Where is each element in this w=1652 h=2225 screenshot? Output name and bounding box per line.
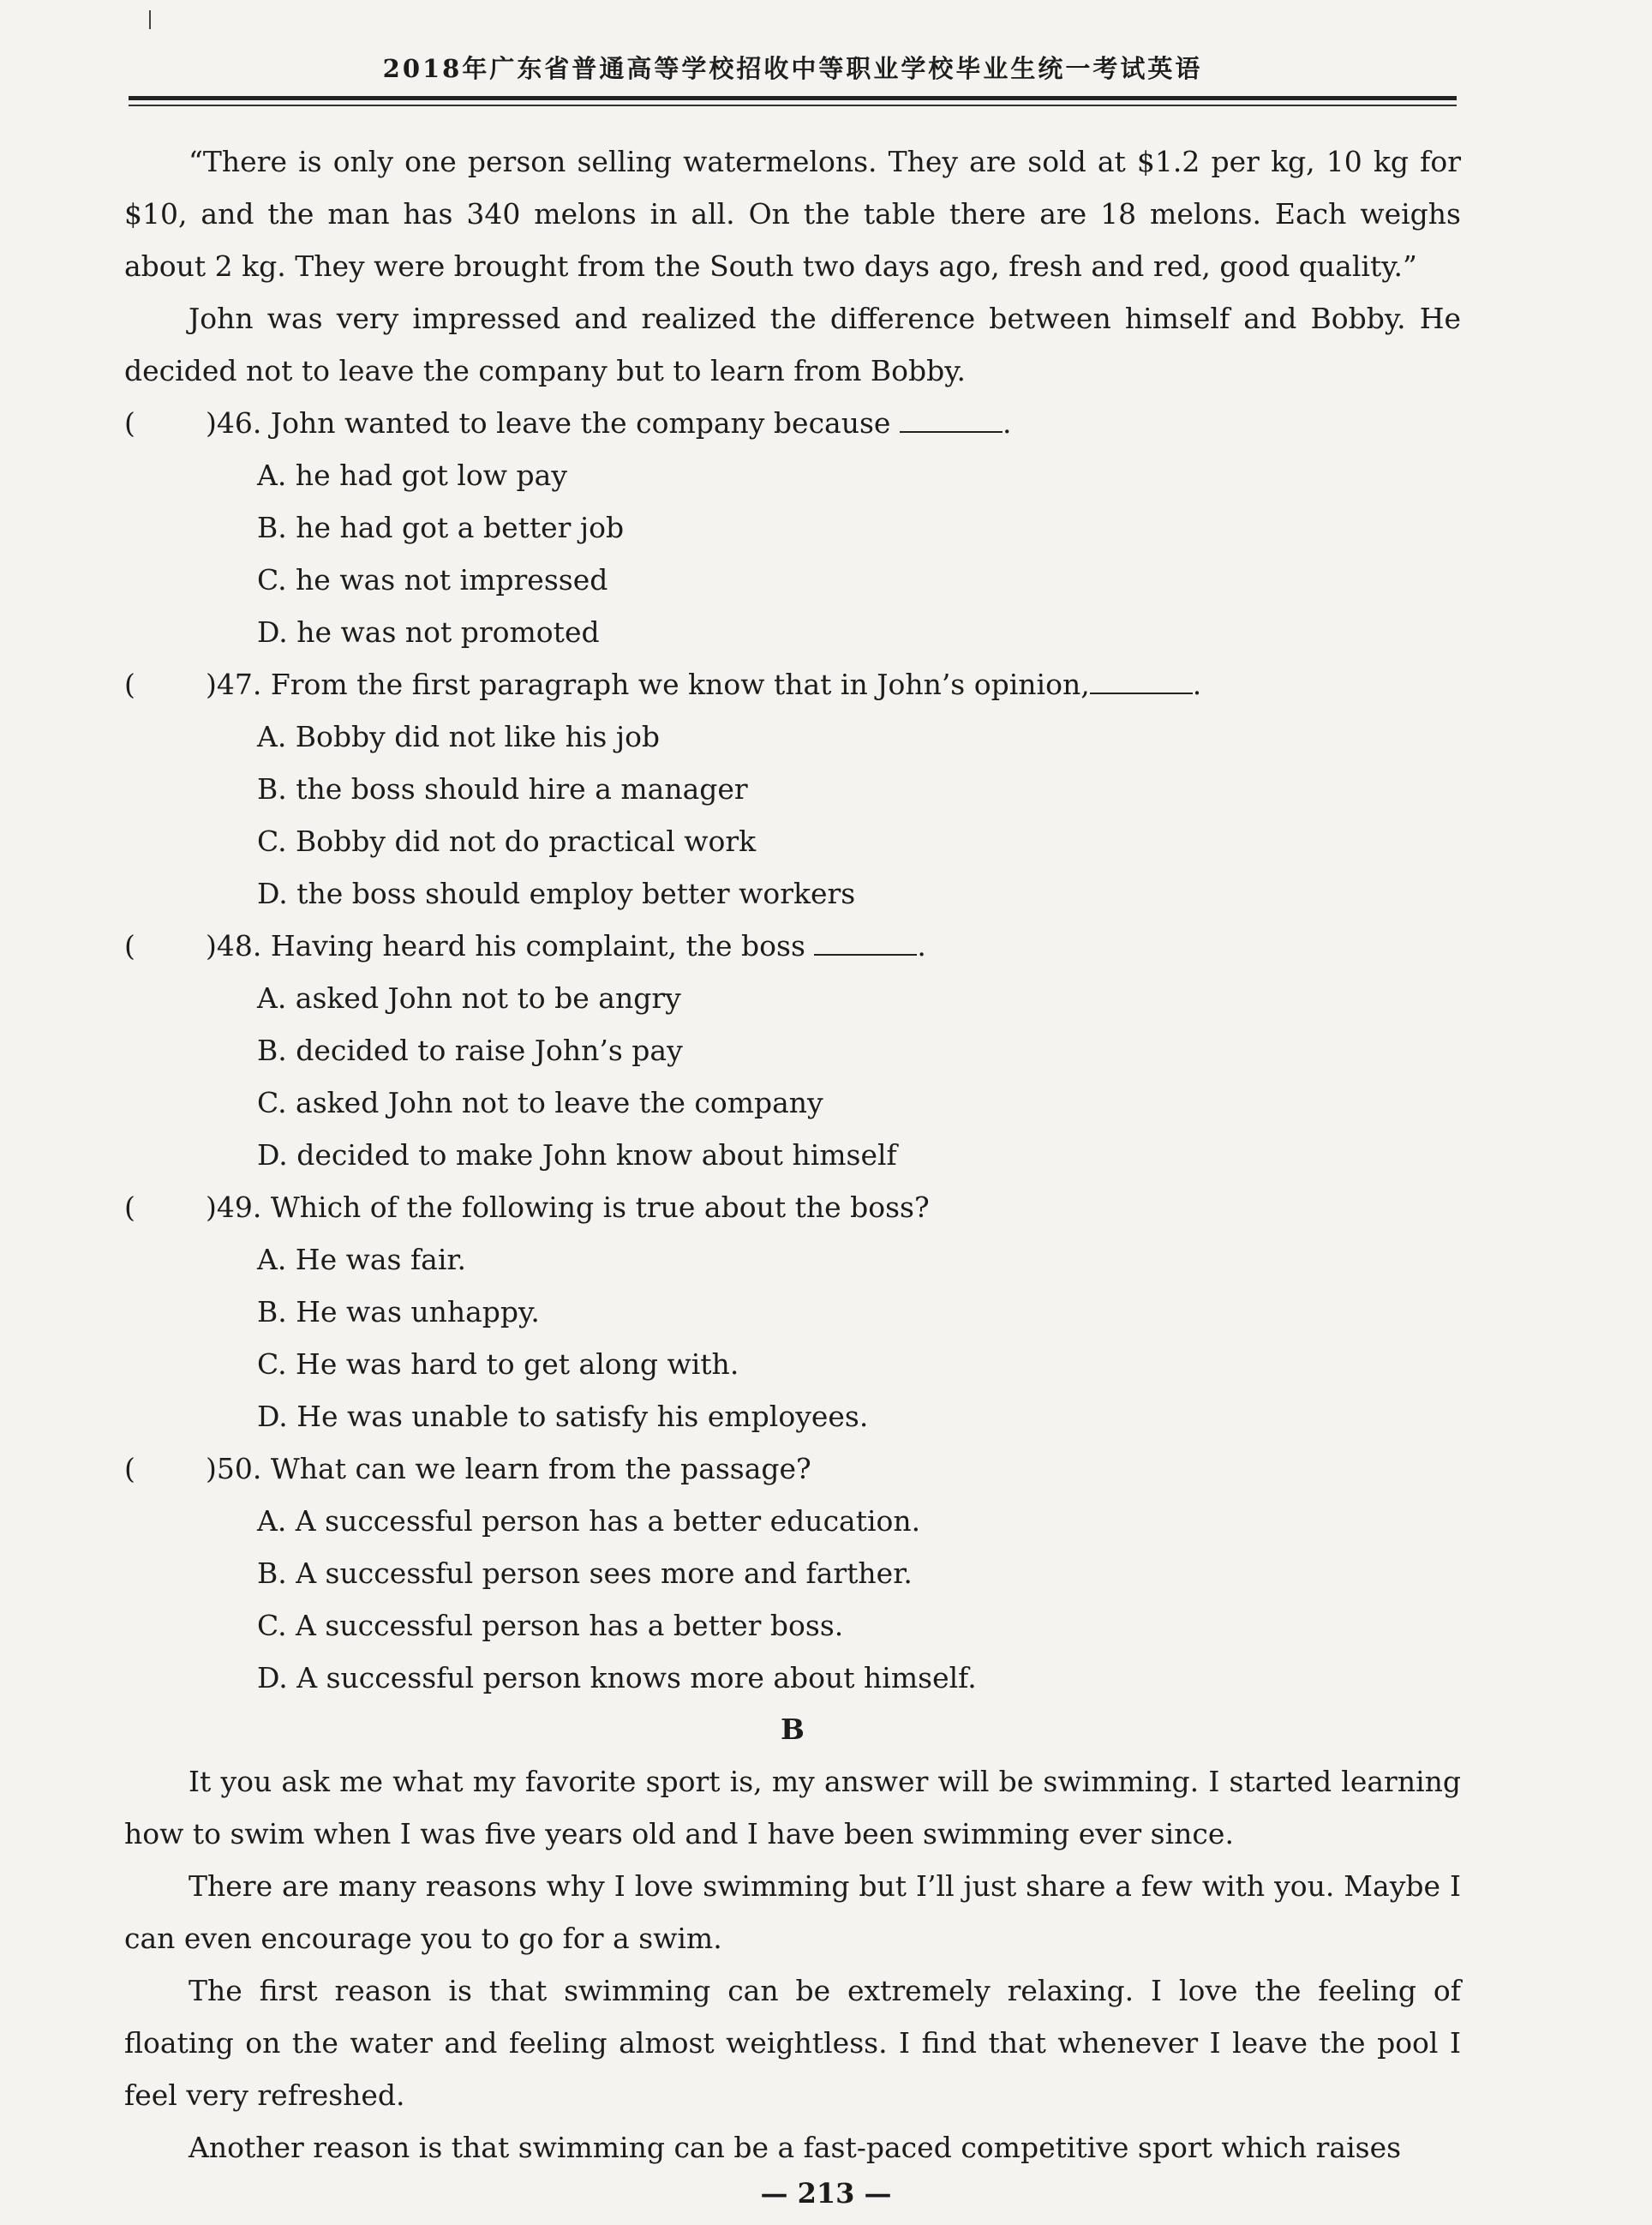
option-a: A. Bobby did not like his job <box>257 720 661 753</box>
option-d: D. decided to make John know about himself <box>257 1138 897 1172</box>
question-46 <box>124 397 1461 658</box>
option-d: D. he was not promoted <box>257 615 600 649</box>
question-49 <box>124 1181 1461 1442</box>
question-text: )49. Which of the following is true about the boss? <box>206 1190 930 1224</box>
option-c: C. he was not impressed <box>257 563 608 597</box>
option-b: B. decided to raise John’s pay <box>257 1034 683 1067</box>
question-text: )46. John wanted to leave the company because <box>206 406 891 440</box>
question-47 <box>124 658 1461 920</box>
answer-paren: ( <box>124 929 135 963</box>
scan-mark <box>149 10 151 29</box>
option-a: A. A successful person has a better education. <box>257 1504 921 1538</box>
question-stem <box>124 397 1461 449</box>
option-c: C. Bobby did not do practical work <box>257 825 757 858</box>
option-a: A. he had got low pay <box>257 459 567 492</box>
passage-b-paragraph: It you ask me what my favorite sport is, my answer will be swimming. I started learning how to swim when I was five years old and I have been swimming ever since. <box>124 1765 1461 1850</box>
option-c: C. He was hard to get along with. <box>257 1347 739 1381</box>
question-stem <box>124 920 1461 972</box>
option-c: C. A successful person has a better boss. <box>257 1609 844 1642</box>
answer-paren: ( <box>124 668 135 701</box>
option-b: B. A successful person sees more and farther. <box>257 1556 913 1590</box>
passage-b-paragraph: The first reason is that swimming can be extremely relaxing. I love the feeling of floating on the water and feeling almost weightless. I find that whenever I leave the pool I feel very refreshed. <box>124 1974 1461 2112</box>
question-text: )50. What can we learn from the passage? <box>206 1452 811 1485</box>
header-rule-thin <box>129 105 1457 106</box>
passage-b-paragraph: Another reason is that swimming can be a fast-paced competitive sport which raises <box>189 2131 1402 2164</box>
question-48 <box>124 920 1461 1181</box>
question-text: )48. Having heard his complaint, the boss <box>206 929 805 963</box>
page-header: 2018年广东省普通高等学校招收中等职业学校毕业生统一考试英语 <box>382 54 1203 83</box>
question-text: )47. From the first paragraph we know that in John’s opinion, <box>206 668 1090 701</box>
answer-blank <box>900 407 1003 433</box>
question-stem <box>124 658 1461 711</box>
passage-a-paragraph: John was very impressed and realized the difference between himself and Bobby. He decided not to leave the company but to learn from Bobby. <box>124 302 1461 387</box>
question-end: . <box>1192 668 1202 701</box>
answer-paren: ( <box>124 1452 135 1485</box>
question-stem <box>124 1442 1461 1495</box>
question-stem <box>124 1181 1461 1233</box>
question-50 <box>124 1442 1461 1704</box>
page-number: — 213 — <box>760 2177 892 2210</box>
header-rule-thick <box>129 96 1457 100</box>
answer-blank <box>1090 669 1193 694</box>
option-b: B. He was unhappy. <box>257 1295 540 1328</box>
passage-a-paragraph: “There is only one person selling watermelons. They are sold at $1.2 per kg, 10 kg for $10, and the man has 340 melons in all. On the table there are 18 melons. Each weighs about 2 kg. They were brought from the South two days ago, fresh and red, good quality.” <box>124 145 1461 283</box>
section-b-heading: B <box>781 1712 805 1746</box>
option-d: D. the boss should employ better workers <box>257 877 856 910</box>
option-d: D. A successful person knows more about himself. <box>257 1661 977 1694</box>
option-c: C. asked John not to leave the company <box>257 1086 823 1119</box>
question-end: . <box>917 929 926 963</box>
question-end: . <box>1002 406 1012 440</box>
option-a: A. He was fair. <box>257 1243 467 1276</box>
answer-paren: ( <box>124 1190 135 1224</box>
answer-paren: ( <box>124 406 135 440</box>
option-b: B. he had got a better job <box>257 511 625 544</box>
option-a: A. asked John not to be angry <box>257 981 681 1015</box>
passage-b-paragraph: There are many reasons why I love swimming but I’ll just share a few with you. Maybe I can even encourage you to go for a swim. <box>124 1869 1461 1955</box>
option-b: B. the boss should hire a manager <box>257 772 748 806</box>
answer-blank <box>814 930 917 956</box>
page-content <box>124 135 1461 2174</box>
option-d: D. He was unable to satisfy his employees. <box>257 1400 869 1433</box>
